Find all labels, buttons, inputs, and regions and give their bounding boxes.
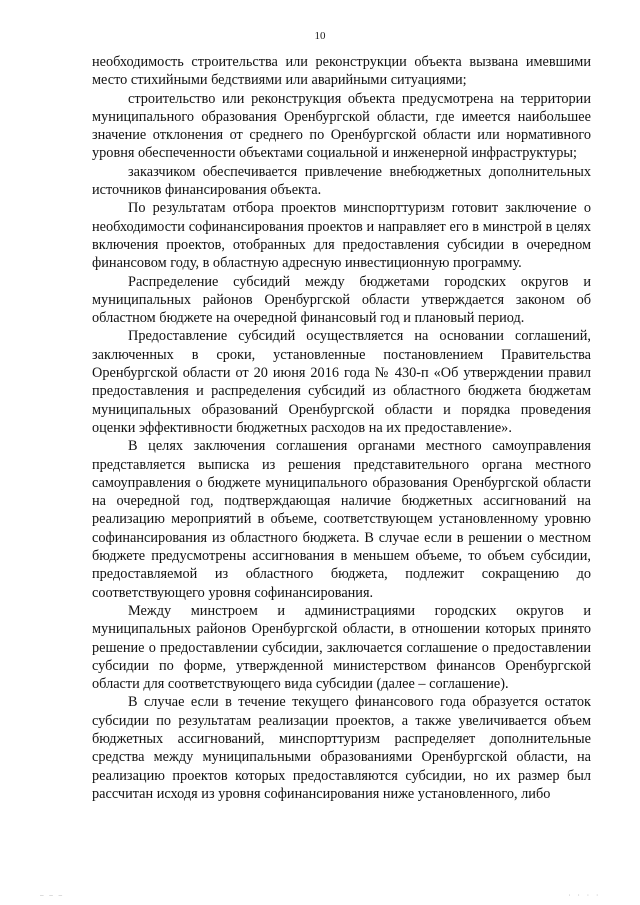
paragraph: В целях заключения соглашения органами местного самоуправления представляется выписка из решения представительного органа местного самоуправления о бюджете муниципального образования Оренбургской области на очередной год, подтверждающая наличие бюджетных ассигнований на реализацию мероприятий в объеме, соответствующем установленному уровню софинансирования из областного бюджета. В случае если в решении о местном бюджете предусмотрены ассигнования в меньшем объеме, то объем субсидии, предоставляемой из областного бюджета, подлежит сокращению до соответствующего уровня софинансирования. (92, 438, 591, 601)
paragraph: Предоставление субсидий осуществляется на основании соглашений, заключенных в сроки, установленные постановлением Правительства Оренбургской области от 20 июня 2016 года № 430-п «Об утверждении правил предоставления и распределения субсидий из областного бюджета бюджетам муниципальных образований Оренбургской области и порядка проведения оценки эффективности бюджетных расходов на их предоставление». (92, 328, 591, 436)
paragraph: необходимость строительства или реконструкции объекта вызвана имевшими место стихийными бедствиями или аварийными ситуациями; (92, 54, 591, 89)
document-body (92, 53, 591, 803)
paragraph: Распределение субсидий между бюджетами городских округов и муниципальных районов Оренбургской области утверждается законом об областном бюджете на очередной финансовый год и плановый период. (92, 273, 591, 327)
paragraph: строительство или реконструкция объекта предусмотрена на территории муниципального образования Оренбургской области, где имеется наибольшее значение отклонения от среднего по Оренбургской области или нормативного уровня обеспеченности объектами социальной и инженерной инфраструктуры; (92, 90, 591, 162)
paragraph: заказчиком обеспечивается привлечение внебюджетных дополнительных источников финансирования объекта. (92, 163, 591, 199)
scan-artifact-right: · · · · (567, 892, 600, 899)
page-number: 10 (314, 30, 326, 42)
paragraph: По результатам отбора проектов минспорттуризм готовит заключение о необходимости софинансирования проектов и направляет его в минстрой в целях включения проектов, отобранных для предоставления субсидии в очередном финансовом году, в областную адресную инвестиционную программу. (92, 200, 591, 272)
paragraph: Между минстроем и администрациями городских округов и муниципальных районов Оренбургской области, в отношении которых принято решение о предоставлении субсидии, заключается соглашение о предоставлении субсидии по форме, утвержденной министерством финансов Оренбургской области для соответствующего вида субсидии (далее – соглашение). (92, 602, 591, 693)
paragraph: В случае если в течение текущего финансового года образуется остаток субсидии по результатам реализации проектов, а также увеличивается объем бюджетных ассигнований, минспорттуризм распределяет дополнительные средства между муниципальными образованиями Оренбургской области, на реализацию проектов которых предоставляются субсидии, но их размер был рассчитан исходя из уровня софинансирования ниже установленного, либо (92, 694, 591, 802)
scan-artifact-left: — — — (40, 892, 64, 899)
